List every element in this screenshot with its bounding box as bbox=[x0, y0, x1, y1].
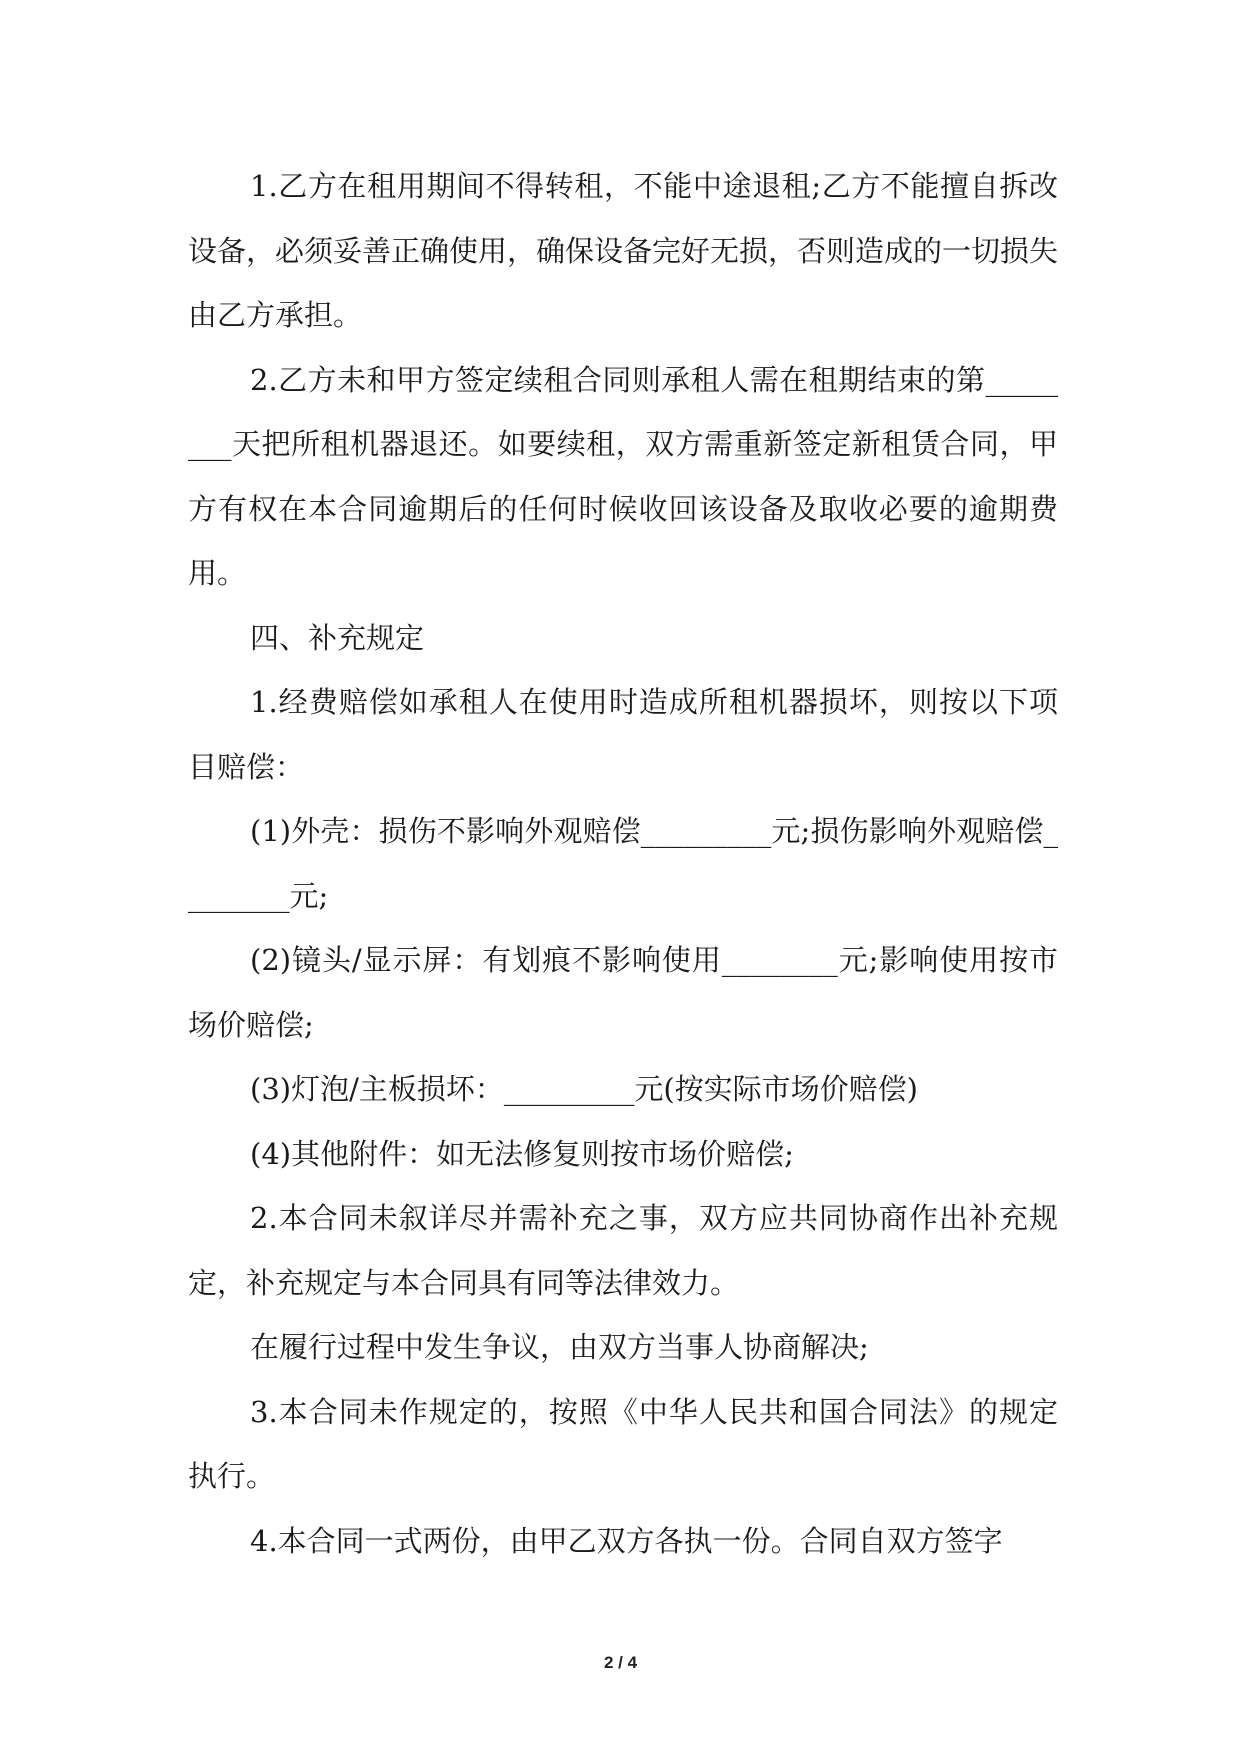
clause-paragraph: 2.本合同未叙详尽并需补充之事，双方应共同协商作出补充规定，补充规定与本合同具有同等法律效力。 bbox=[188, 1201, 1058, 1300]
clause-paragraph: 1.乙方在租用期间不得转租，不能中途退租;乙方不能擅自拆改设备，必须妥善正确使用，确保设备完好无损，否则造成的一切损失由乙方承担。 bbox=[188, 169, 1059, 332]
clause-paragraph: 1.经费赔偿如承租人在使用时造成所租机器损坏，则按以下项目赔偿： bbox=[188, 685, 1058, 784]
section-heading: 四、补充规定 bbox=[250, 620, 425, 655]
compensation-item: (1)外壳：损伤不影响外观赔偿_________元;损伤影响外观赔偿________元; bbox=[188, 814, 1058, 913]
compensation-item: (2)镜头/显示屏：有划痕不影响使用________元;影响使用按市场价赔偿; bbox=[188, 943, 1058, 1042]
compensation-item: (4)其他附件：如无法修复则按市场价赔偿; bbox=[250, 1136, 794, 1171]
page-number: 2 / 4 bbox=[603, 1653, 638, 1672]
clause-paragraph: 在履行过程中发生争议，由双方当事人协商解决; bbox=[250, 1330, 869, 1364]
clause-paragraph: 4.本合同一式两份，由甲乙双方各执一份。合同自双方签字 bbox=[250, 1523, 1003, 1558]
clause-paragraph: 2.乙方未和甲方签定续租合同则承租人需在租期结束的第________天把所租机器退还。如要续租，双方需重新签定新租赁合同，甲方有权在本合同逾期后的任何时候收回该设备及取收必要的逾期费用。 bbox=[188, 362, 1058, 590]
compensation-item: (3)灯泡/主板损坏：_________元(按实际市场价赔偿) bbox=[250, 1072, 918, 1106]
clause-paragraph: 3.本合同未作规定的，按照《中华人民共和国合同法》的规定执行。 bbox=[188, 1394, 1058, 1493]
document-body bbox=[188, 154, 1058, 1573]
